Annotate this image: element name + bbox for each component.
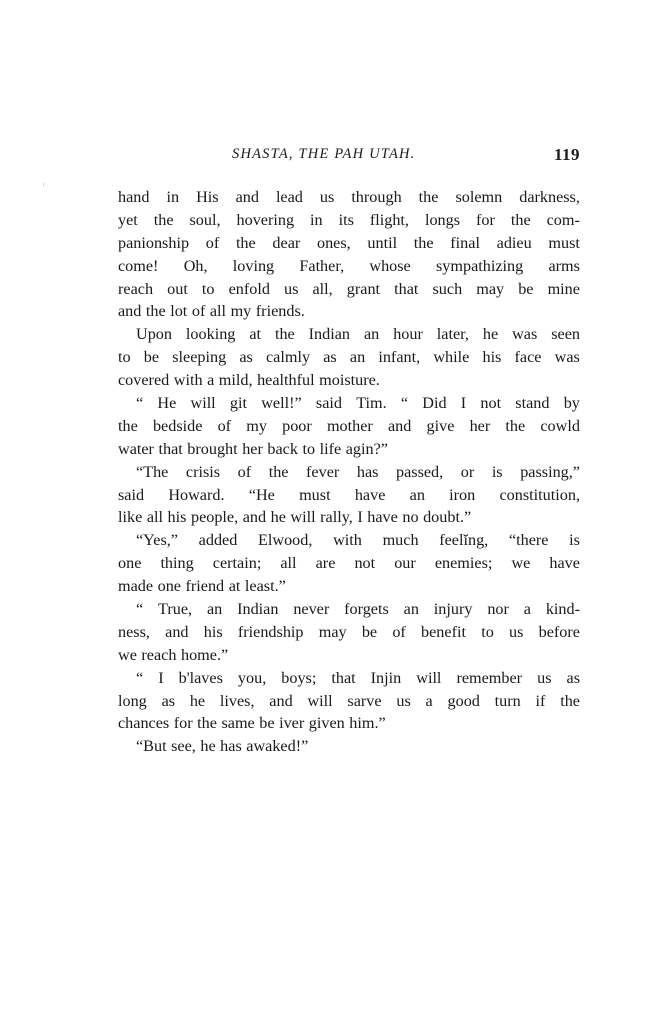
body-text [118,186,580,758]
text-line: water that brought her back to life agin?” [118,439,388,458]
text-line: “But see, he has awaked!” [136,737,309,756]
text-line: “ I b'laves you, boys; that Injin will remember us as [136,668,580,687]
text-line: made one friend at least.” [118,577,286,596]
page-header [118,146,580,168]
text-line: “The crisis of the fever has passed, or is passing,” [136,462,580,481]
text-line: come! Oh, loving Father, whose sympathizing arms [118,256,580,275]
running-title: SHASTA, THE PAH UTAH. [232,146,416,162]
text-line: we reach home.” [118,645,229,664]
text-line: long as he lives, and will sarve us a good turn if the [118,691,580,710]
page-number: 119 [553,145,580,164]
text-line: “ True, an Indian never forgets an injury nor a kind- [136,600,580,619]
text-line: “Yes,” added Elwood, with much feelĭng, “there is [136,531,580,550]
text-line: “ He will git well!” said Tim. “ Did I not stand by [136,394,580,413]
text-line: ness, and his friendship may be of benefit to us before [118,622,580,641]
text-line: yet the soul, hovering in its flight, longs for the com- [118,210,580,229]
text-line: said Howard. “He must have an iron constitution, [118,485,580,504]
text-line: chances for the same be iver given him.” [118,714,386,733]
text-line: covered with a mild, healthful moisture. [118,371,380,390]
text-line: Upon looking at the Indian an hour later, he was seen [136,325,580,344]
text-line: one thing certain; all are not our enemies; we have [118,554,580,573]
text-line: like all his people, and he will rally, I have no doubt.” [118,508,472,527]
text-line: reach out to enfold us all, grant that such may be mine [118,279,580,298]
text-line: panionship of the dear ones, until the final adieu must [118,233,580,252]
text-line: hand in His and lead us through the solemn darkness, [118,188,580,206]
text-line: the bedside of my poor mother and give her the cowld [118,416,580,435]
text-line: to be sleeping as calmly as an infant, while his face was [118,348,580,367]
text-line: and the lot of all my friends. [118,302,305,321]
margin-mark [43,183,44,186]
